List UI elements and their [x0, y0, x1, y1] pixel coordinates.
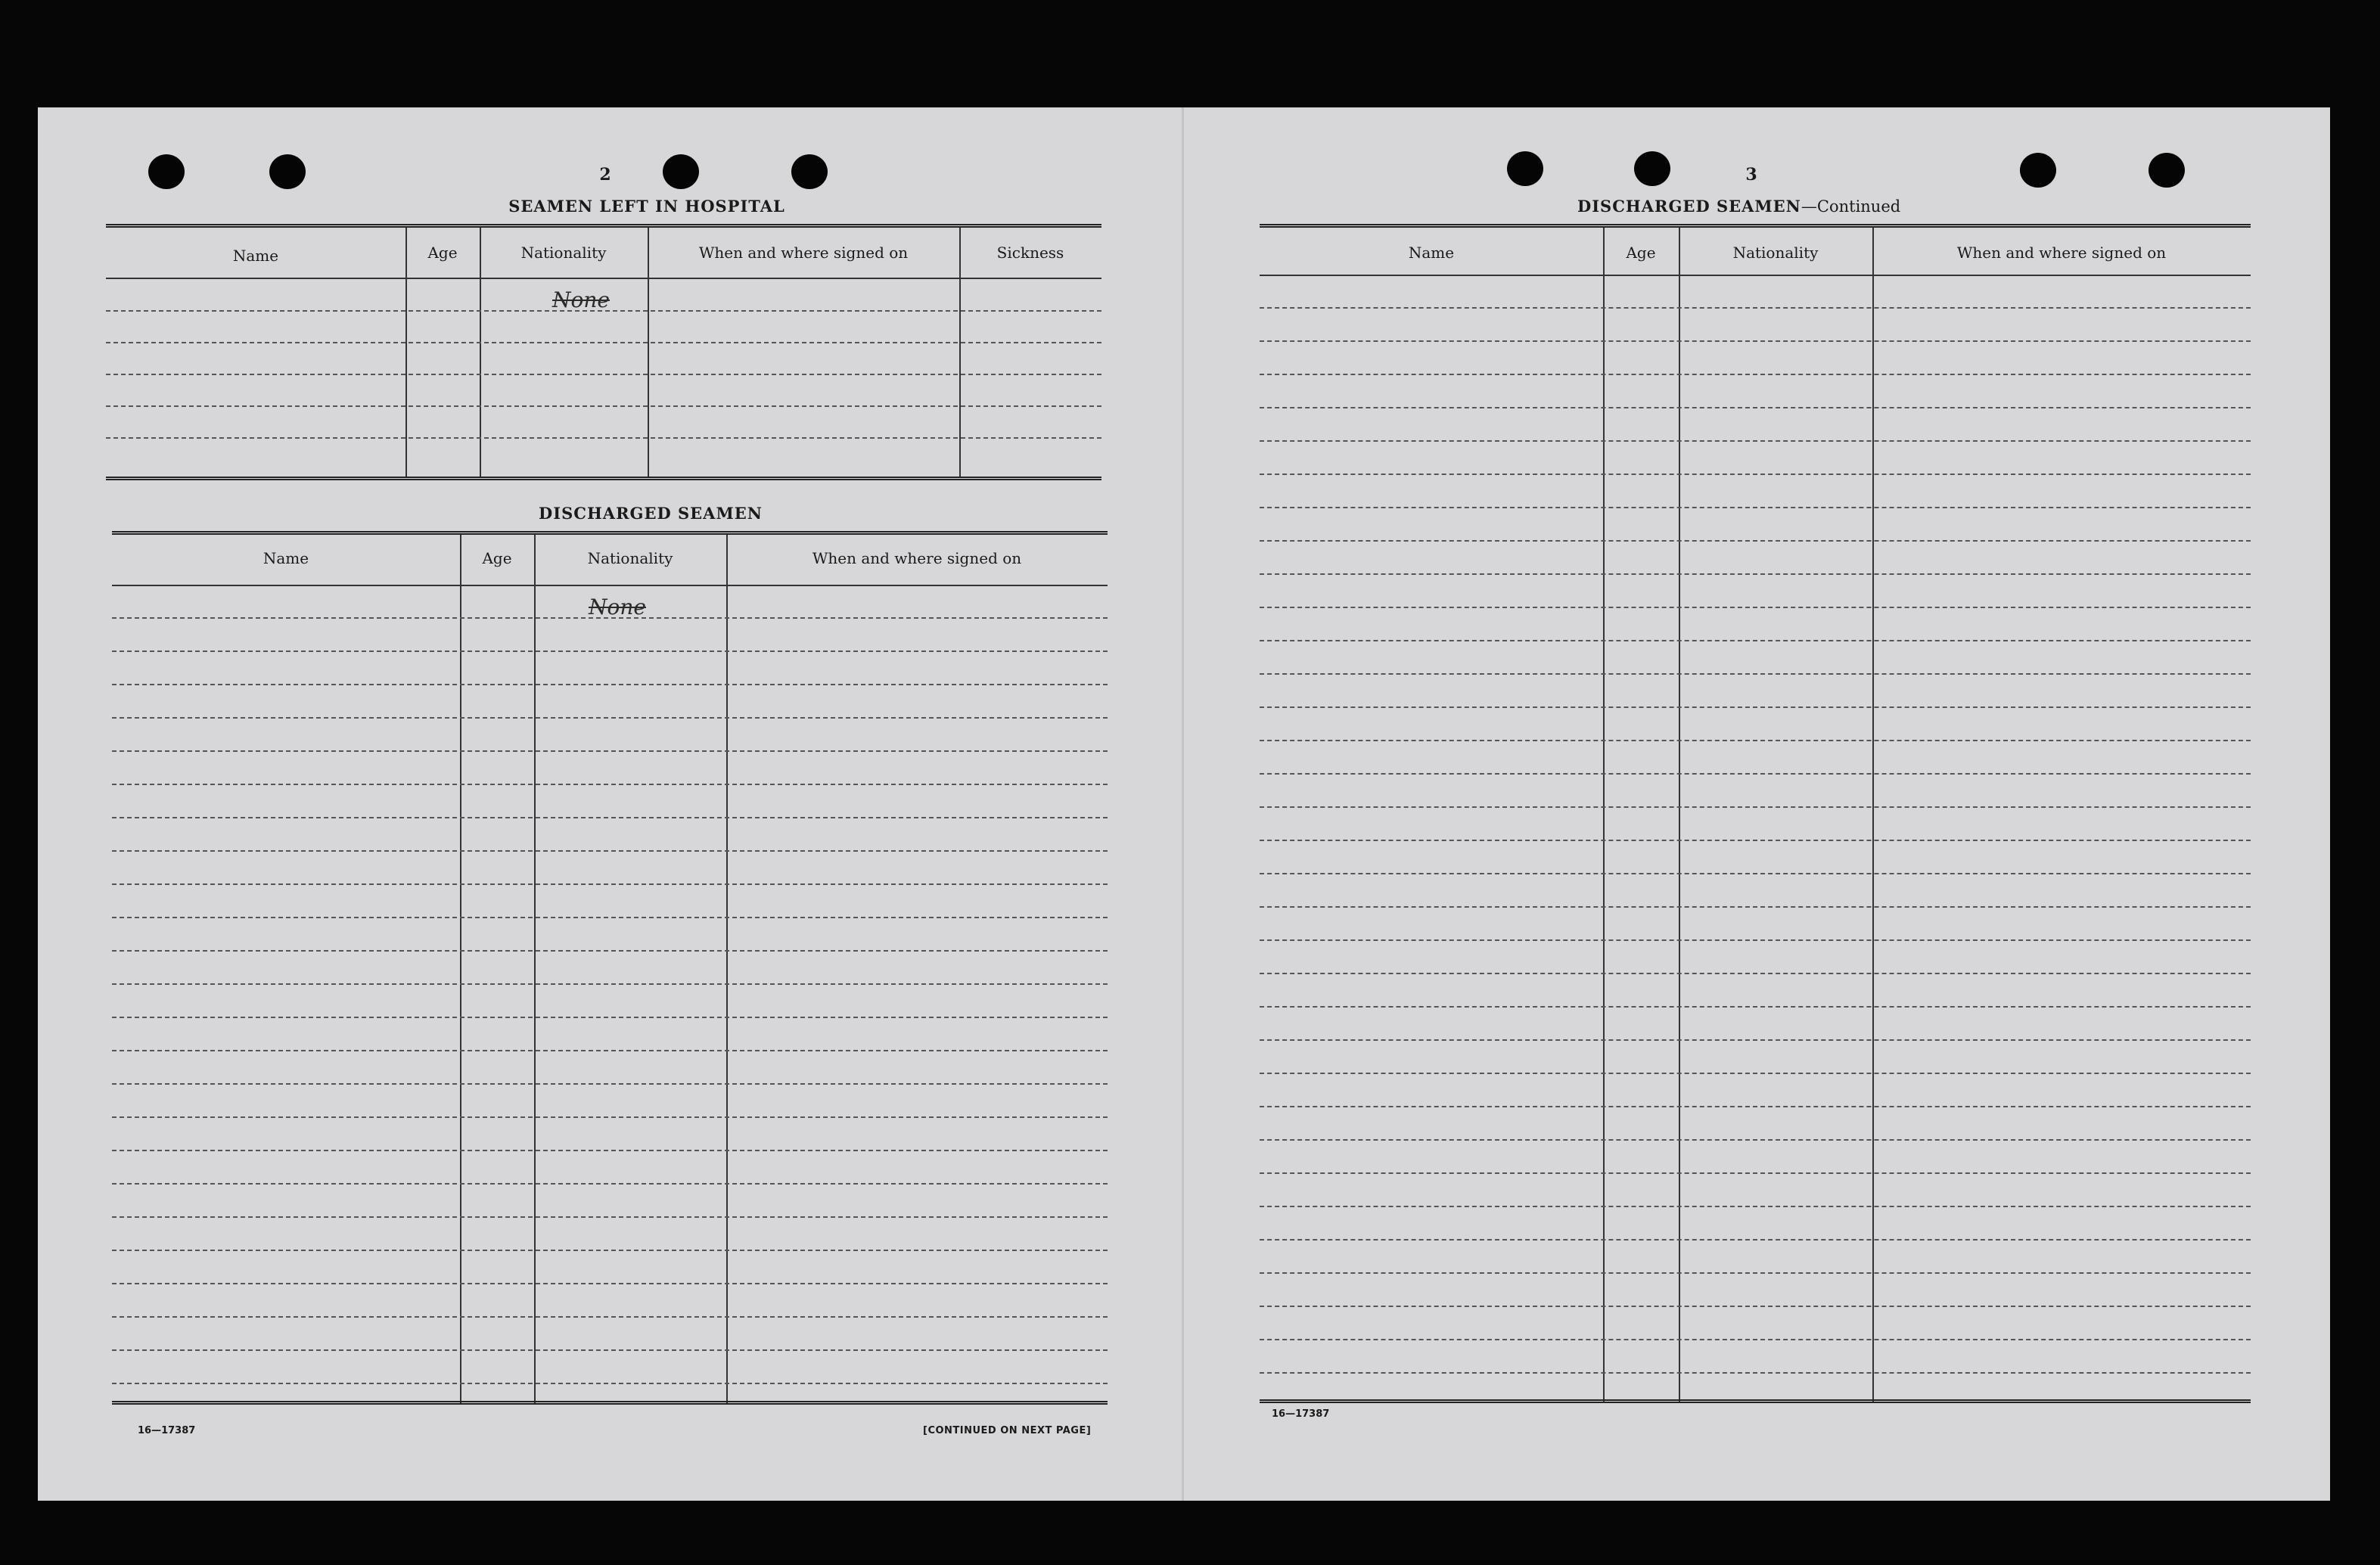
row-rule — [1260, 1139, 2251, 1141]
row-rule — [112, 1183, 1108, 1185]
row-rule — [112, 1150, 1108, 1151]
row-rule — [1260, 806, 2251, 808]
row-rule — [112, 684, 1108, 685]
row-rule — [112, 1017, 1108, 1018]
row-rule — [1260, 1073, 2251, 1074]
row-rule — [1260, 474, 2251, 475]
row-rule — [1260, 374, 2251, 375]
row-rule — [1260, 1172, 2251, 1174]
row-rule — [112, 1283, 1108, 1284]
row-rule — [112, 1316, 1108, 1318]
handwritten-entry: None — [589, 595, 646, 619]
form-number: 16—17387 — [138, 1425, 196, 1436]
col-header-signed-on: When and where signed on — [812, 549, 1022, 567]
row-rule — [1260, 1006, 2251, 1008]
column-divider — [534, 535, 536, 1403]
row-rule — [106, 342, 1101, 343]
row-rule — [1260, 939, 2251, 941]
row-rule — [1260, 840, 2251, 841]
page-number: 2 — [599, 165, 611, 185]
row-rule — [112, 850, 1108, 852]
col-header-nationality: Nationality — [587, 549, 673, 567]
column-divider — [726, 535, 728, 1403]
row-rule — [1260, 1239, 2251, 1241]
row-rule — [1260, 973, 2251, 974]
row-rule — [112, 651, 1108, 652]
row-rule — [1260, 873, 2251, 874]
row-rule — [1260, 407, 2251, 408]
row-rule — [1260, 607, 2251, 608]
col-header-age: Age — [482, 549, 512, 567]
row-rule — [112, 1216, 1108, 1218]
hospital-table — [106, 224, 1101, 483]
row-rule — [112, 1349, 1108, 1351]
handwritten-entry: None — [552, 287, 610, 312]
col-header-name: Name — [263, 549, 309, 567]
row-rule — [112, 1083, 1108, 1085]
column-divider — [1679, 228, 1680, 1402]
column-divider — [1603, 228, 1605, 1402]
row-rule — [106, 405, 1101, 407]
col-header-nationality: Nationality — [1732, 244, 1819, 262]
continued-note: [CONTINUED ON NEXT PAGE] — [923, 1425, 1092, 1436]
column-divider — [959, 228, 961, 477]
row-rule — [1260, 673, 2251, 675]
table-bottom-rule — [112, 1401, 1108, 1405]
document-sheet — [38, 107, 2330, 1501]
row-rule — [1260, 706, 2251, 708]
row-rule — [106, 437, 1101, 439]
section-title-discharged: DISCHARGED SEAMEN — [539, 504, 763, 523]
row-rule — [112, 784, 1108, 785]
section-title-hospital: SEAMEN LEFT IN HOSPITAL — [508, 197, 785, 216]
col-header-name: Name — [1408, 244, 1455, 262]
row-rule — [1260, 507, 2251, 508]
row-rule — [1260, 1106, 2251, 1107]
row-rule — [1260, 307, 2251, 309]
discharged-table-left — [112, 531, 1108, 1407]
row-rule — [1260, 906, 2251, 908]
row-rule — [1260, 773, 2251, 775]
form-number: 16—17387 — [1272, 1408, 1330, 1420]
row-rule — [112, 917, 1108, 918]
row-rule — [1260, 1339, 2251, 1340]
right-page — [1184, 107, 2330, 1501]
page-number: 3 — [1745, 165, 1757, 185]
col-header-sickness: Sickness — [996, 244, 1064, 262]
row-rule — [112, 1116, 1108, 1118]
column-divider — [480, 228, 481, 477]
row-rule — [112, 717, 1108, 719]
section-title-text: DISCHARGED SEAMEN — [1577, 197, 1801, 216]
row-rule — [112, 817, 1108, 818]
column-divider — [1872, 228, 1874, 1402]
col-header-nationality: Nationality — [520, 244, 607, 262]
row-rule — [1260, 540, 2251, 542]
col-header-signed-on: When and where signed on — [698, 244, 909, 262]
row-rule — [112, 983, 1108, 985]
column-divider — [460, 535, 461, 1403]
row-rule — [1260, 573, 2251, 575]
column-divider — [405, 228, 407, 477]
row-rule — [112, 750, 1108, 752]
table-bottom-rule — [1260, 1399, 2251, 1403]
row-rule — [112, 950, 1108, 952]
row-rule — [112, 1050, 1108, 1051]
row-rule — [106, 374, 1101, 375]
row-rule — [1260, 1206, 2251, 1207]
section-title-discharged-continued — [1577, 197, 1901, 216]
col-header-age: Age — [1626, 244, 1656, 262]
row-rule — [1260, 1039, 2251, 1041]
row-rule — [1260, 1272, 2251, 1274]
row-rule — [1260, 1306, 2251, 1307]
section-title-suffix: —Continued — [1801, 197, 1901, 216]
row-rule — [1260, 340, 2251, 342]
row-rule — [1260, 740, 2251, 741]
row-rule — [112, 1250, 1108, 1251]
row-rule — [1260, 1372, 2251, 1374]
col-header-age: Age — [427, 244, 458, 262]
col-header-name: Name — [232, 247, 279, 265]
row-rule — [1260, 640, 2251, 641]
row-rule — [112, 883, 1108, 885]
row-rule — [112, 1383, 1108, 1384]
row-rule — [1260, 440, 2251, 442]
column-divider — [648, 228, 649, 477]
left-page — [38, 107, 1182, 1501]
table-bottom-rule — [106, 477, 1101, 480]
col-header-signed-on: When and where signed on — [1956, 244, 2167, 262]
discharged-table-right — [1260, 224, 2251, 1405]
